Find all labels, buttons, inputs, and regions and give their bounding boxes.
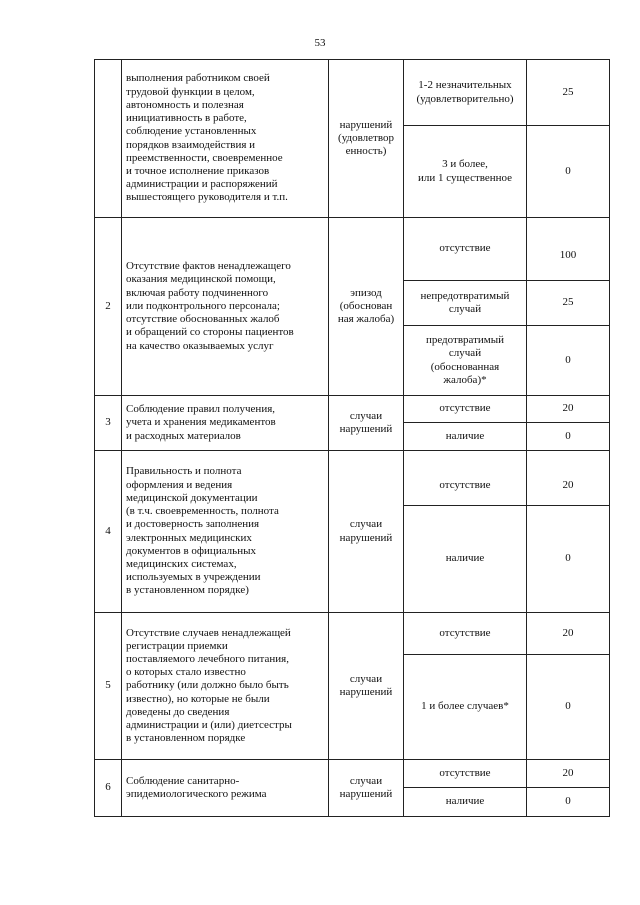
condition: предотвратимый случай (обоснованная жалоба)*: [404, 326, 527, 396]
condition: наличие: [404, 506, 527, 613]
row-number: 5: [95, 613, 122, 760]
table-row: [95, 60, 610, 126]
condition: 3 и более, или 1 существенное: [404, 126, 527, 218]
measure-unit: эпизод (обоснован ная жалоба): [329, 218, 404, 396]
condition: отсутствие: [404, 396, 527, 423]
table-row: [95, 613, 610, 655]
table-row: [95, 451, 610, 506]
condition: отсутствие: [404, 613, 527, 655]
points: 0: [527, 423, 610, 451]
condition: наличие: [404, 423, 527, 451]
points: 20: [527, 451, 610, 506]
row-number: 2: [95, 218, 122, 396]
criterion-description: Отсутствие фактов ненадлежащего оказания медицинской помощи, включая работу подчиненного или подконтрольного персонала; отсутствие обоснованных жалоб и обращений со стороны пациентов на качество оказываемых услуг: [122, 218, 329, 396]
points: 0: [527, 506, 610, 613]
row-number: 3: [95, 396, 122, 451]
condition: отсутствие: [404, 760, 527, 788]
row-number: [95, 60, 122, 218]
points: 20: [527, 396, 610, 423]
measure-unit: случаи нарушений: [329, 760, 404, 817]
criterion-description: Соблюдение правил получения, учета и хранения медикаментов и расходных материалов: [122, 396, 329, 451]
measure-unit: случаи нарушений: [329, 396, 404, 451]
points: 0: [527, 326, 610, 396]
measure-unit: нарушений (удовлетвор енность): [329, 60, 404, 218]
points: 0: [527, 126, 610, 218]
condition: 1 и более случаев*: [404, 655, 527, 760]
criterion-description: выполнения работником своей трудовой функции в целом, автономность и полезная инициативность в работе, соблюдение установленных порядков взаимодействия и преемственности, своевременное и точное исполнение приказов администрации и распоряжений вышестоящего руководителя и т.п.: [122, 60, 329, 218]
condition: наличие: [404, 788, 527, 817]
measure-unit: случаи нарушений: [329, 451, 404, 613]
table-row: [95, 218, 610, 281]
points: 25: [527, 281, 610, 326]
criterion-description: Правильность и полнота оформления и ведения медицинской документации (в т.ч. своевременность, полнота и достоверность заполнения электронных медицинских документов в официальных медицинских системах, используемых в учреждении в установленном порядке): [122, 451, 329, 613]
page-number: 53: [314, 37, 326, 49]
table-row: [95, 760, 610, 788]
condition: непредотвратимый случай: [404, 281, 527, 326]
points: 100: [527, 218, 610, 281]
criterion-description: Соблюдение санитарно- эпидемиологического режима: [122, 760, 329, 817]
measure-unit: случаи нарушений: [329, 613, 404, 760]
criterion-description: Отсутствие случаев ненадлежащей регистрации приемки поставляемого лечебного питания, о которых стало известно работнику (или должно было быть известно), но которые не были доведены до сведения администрации и (или) диетсестры в установленном порядке: [122, 613, 329, 760]
table-row: [95, 396, 610, 423]
condition: отсутствие: [404, 451, 527, 506]
condition: отсутствие: [404, 218, 527, 281]
points: 20: [527, 613, 610, 655]
row-number: 4: [95, 451, 122, 613]
points: 0: [527, 788, 610, 817]
points: 0: [527, 655, 610, 760]
points: 20: [527, 760, 610, 788]
condition: 1-2 незначительных (удовлетворительно): [404, 60, 527, 126]
points: 25: [527, 60, 610, 126]
row-number: 6: [95, 760, 122, 817]
criteria-table: [94, 59, 610, 817]
